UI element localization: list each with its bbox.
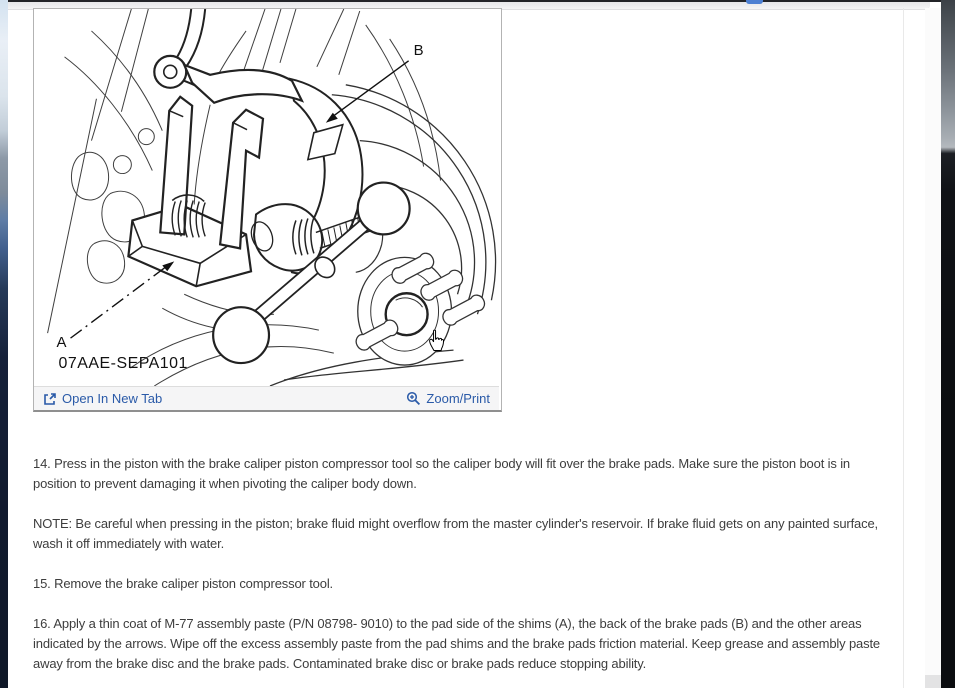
tool-top-beam [184, 65, 302, 103]
label-a-callout [57, 261, 188, 372]
note-paragraph: NOTE: Be careful when pressing in the piston; brake fluid might overflow from the master cylinder's reservoir. If brake fluid gets on any painted surface, wash it off immediately with water. [33, 516, 879, 551]
content-right-divider [903, 8, 904, 688]
left-window-edge [0, 0, 8, 688]
figure-panel-footer [34, 386, 499, 410]
label-a: A [56, 334, 67, 352]
toolbar-accent-icon [746, 0, 763, 4]
step-14-paragraph: 14. Press in the piston with the brake caliper piston compressor tool so the caliper body will fit over the brake pads. Make sure the piston boot is in position to prevent damaging it when pivoting the caliper body down. [33, 456, 851, 491]
zoom-print-label: Zoom/Print [426, 391, 490, 406]
figure-panel [33, 8, 502, 412]
brake-caliper-figure[interactable] [34, 9, 499, 386]
inner-scrollbar-corner [925, 675, 941, 688]
window-top-border [0, 0, 955, 2]
open-in-new-tab-label: Open In New Tab [62, 391, 163, 406]
screw-boss [248, 204, 323, 271]
zoom-print-link[interactable] [406, 391, 490, 406]
step-16-paragraph: 16. Apply a thin coat of M-77 assembly paste (P/N 08798- 9010) to the pad side of the shims (A), the back of the brake pads (B) and the other areas indicated by the arrows. Wipe off the excess assembly paste from the pad shims and the brake pads friction material. Keep grease and assembly paste away from the brake disc and the brake pads. Contaminated brake disc or brake pads reduce stopping ability. [33, 616, 880, 671]
open-in-new-tab-link[interactable] [43, 391, 162, 406]
inner-scrollbar-track[interactable] [925, 8, 941, 688]
label-b-callout [326, 42, 424, 123]
instruction-text-block [33, 454, 895, 694]
zoom-plus-icon [406, 391, 421, 406]
step-15-paragraph: 15. Remove the brake caliper piston compressor tool. [33, 576, 334, 591]
label-b: B [413, 41, 424, 59]
open-in-new-tab-icon [43, 392, 57, 406]
right-scrollbar-dark[interactable] [941, 0, 955, 688]
part-code-label: 07AAE-SEPA101 [58, 355, 188, 373]
